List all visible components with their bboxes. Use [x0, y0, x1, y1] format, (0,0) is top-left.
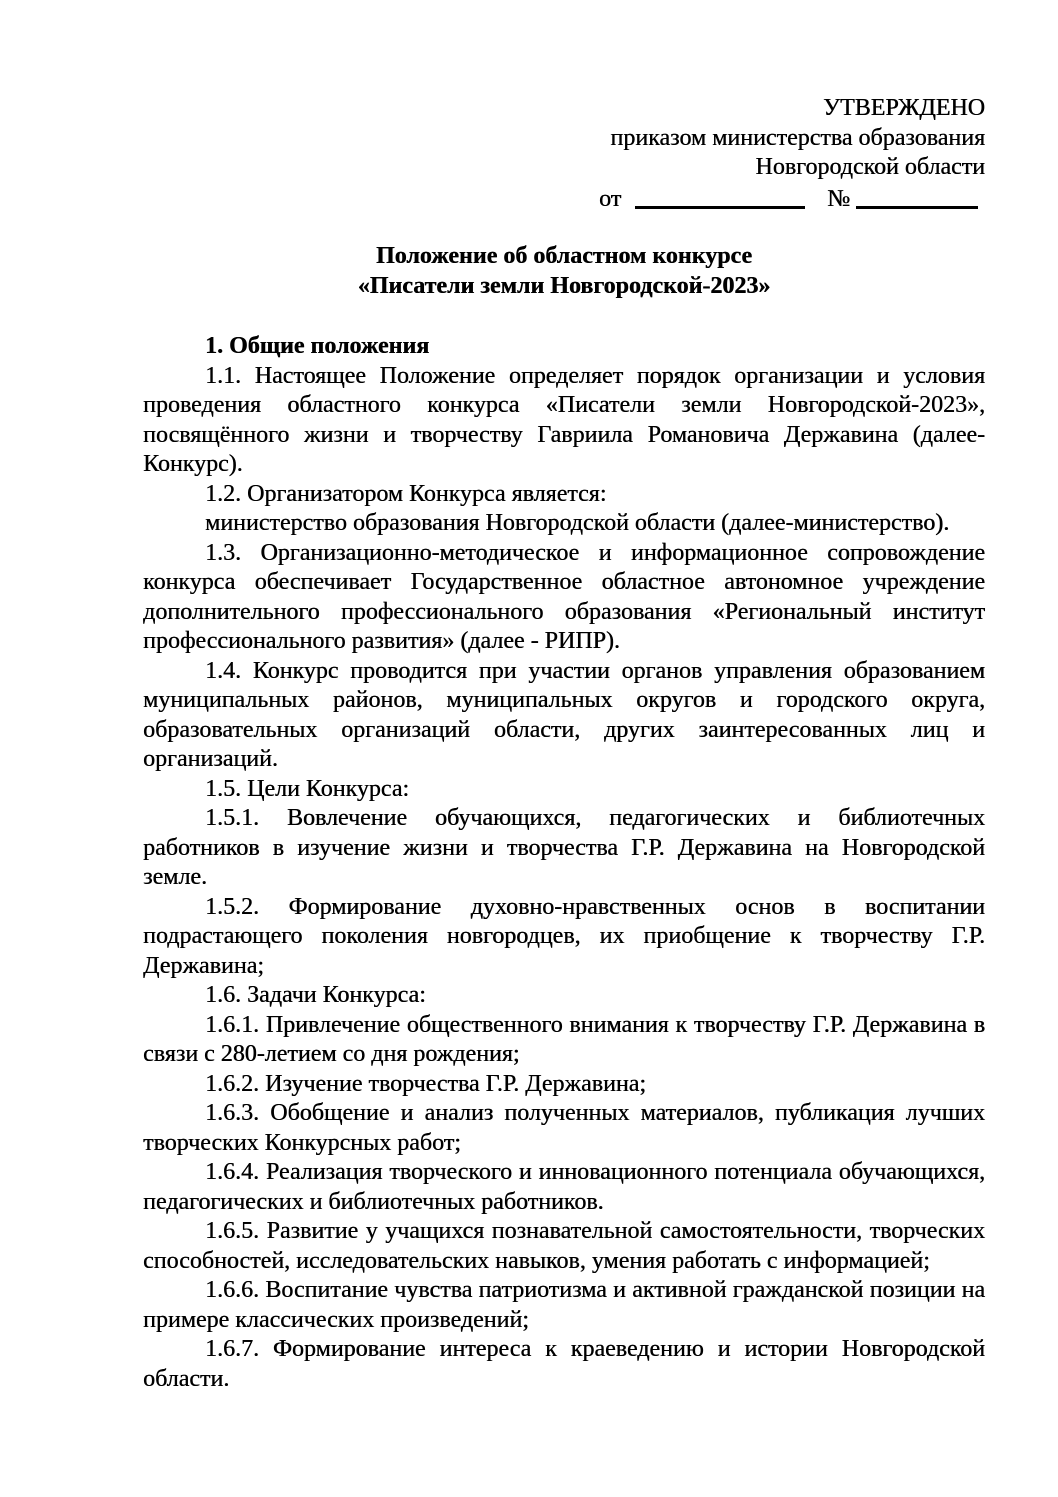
paragraph-ministry: министерство образования Новгородской области (далее-министерство). [205, 510, 950, 536]
paragraph-1-4: 1.4. Конкурс проводится при участии органов управления образованием муниципальных районов, муниципальных округов и городского округа, образовательных организаций области, других заинтересованных лиц и организаций. [143, 657, 985, 772]
number-label: № [827, 185, 851, 212]
paragraph-1-2: 1.2. Организатором Конкурса является: [205, 480, 607, 507]
paragraph-1-6-2: 1.6.2. Изучение творчества Г.Р. Державина; [205, 1070, 646, 1097]
paragraph-1-6-7: 1.6.7. Формирование интереса к краеведению и истории Новгородской области. [143, 1336, 985, 1392]
document-title [143, 242, 985, 301]
paragraph-1-3: 1.3. Организационно-методическое и информационное сопровождение конкурса обеспечивает Государственное областное автономное учреждение дополнительного профессионального образования «Региональный институт профессионального развития» (далее - РИПР). [143, 539, 985, 654]
paragraph-1-6-1: 1.6.1. Привлечение общественного внимания к творчеству Г.Р. Державина в связи с 280-летием со дня рождения; [143, 1011, 985, 1067]
number-blank-line [856, 193, 978, 209]
paragraph-1-6-5: 1.6.5. Развитие у учащихся познавательной самостоятельности, творческих способностей, исследовательских навыков, умения работать с информацией; [143, 1218, 985, 1274]
paragraph-1-6: 1.6. Задачи Конкурса: [205, 982, 426, 1008]
paragraph-1-6-3: 1.6.3. Обобщение и анализ полученных материалов, публикация лучших творческих Конкурсных работ; [143, 1100, 985, 1156]
paragraph-1-1: 1.1. Настоящее Положение определяет порядок организации и условия проведения областного конкурса «Писатели земли Новгородской-2023», посвящённого жизни и творчеству Гавриила Романовича Державина (далее-Конкурс). [143, 362, 985, 477]
document-content [143, 0, 985, 1394]
title-line-2: «Писатели земли Новгородской-2023» [357, 272, 771, 299]
approval-date-row [593, 185, 985, 215]
paragraph-1-6-6: 1.6.6. Воспитание чувства патриотизма и активной гражданской позиции на примере классических произведений; [143, 1277, 985, 1333]
section-heading-general: 1. Общие положения [205, 333, 430, 359]
approval-line-approved: УТВЕРЖДЕНО [822, 95, 985, 121]
title-line-1: Положение об областном конкурсе [375, 243, 753, 269]
approval-line-region: Новгородской области [755, 154, 985, 180]
paragraph-1-6-4: 1.6.4. Реализация творческого и инновационного потенциала обучающихся, педагогических и библиотечных работников. [143, 1159, 985, 1215]
approval-block [593, 94, 985, 214]
paragraph-1-5: 1.5. Цели Конкурса: [205, 775, 410, 802]
date-label: от [599, 185, 622, 212]
date-blank-line [635, 193, 805, 209]
paragraph-1-5-1: 1.5.1. Вовлечение обучающихся, педагогических и библиотечных работников в изучение жизни и творчества Г.Р. Державина на Новгородской земле. [143, 805, 985, 890]
approval-line-order: приказом министерства образования [610, 124, 985, 151]
paragraph-1-5-2: 1.5.2. Формирование духовно-нравственных основ в воспитании подрастающего поколения новгородцев, их приобщение к творчеству Г.Р. Державина; [143, 893, 985, 979]
